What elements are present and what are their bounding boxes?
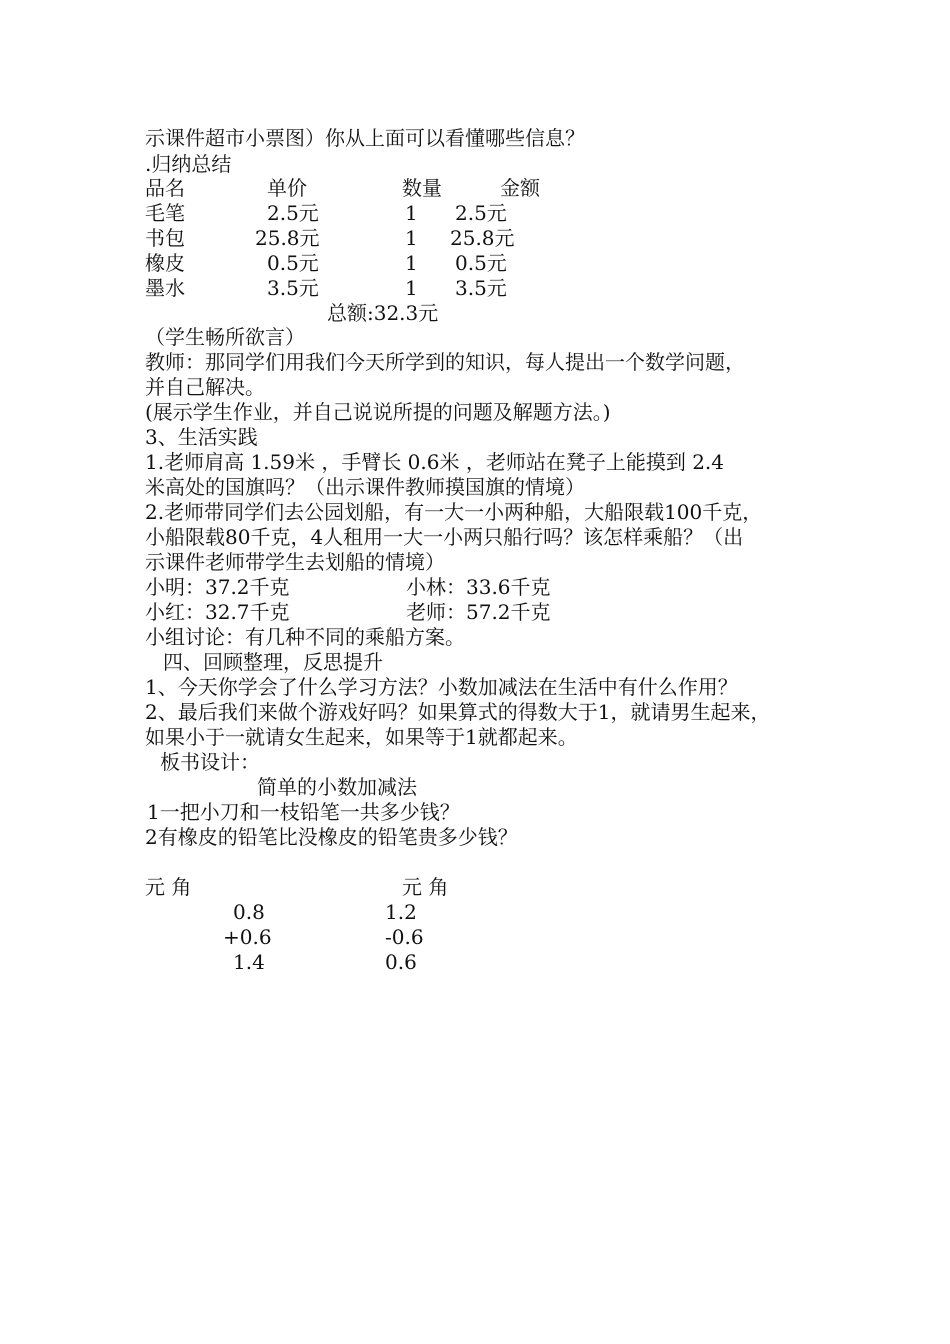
calc-left-header: 元 角 bbox=[145, 875, 192, 899]
cell-amount: 25.8元 bbox=[450, 226, 515, 250]
cell-price: 2.5元 bbox=[267, 201, 319, 225]
cell-qty: 1 bbox=[405, 201, 418, 225]
question-2-line-2: 小船限载80千克，4人租用一大一小两只船行吗？该怎样乘船？（出 bbox=[145, 525, 744, 549]
teacher-prompt-line-1: 教师：那同学们用我们今天所学到的知识，每人提出一个数学问题， bbox=[145, 350, 745, 374]
teacher-prompt-line-2: 并自己解决。 bbox=[145, 375, 265, 399]
cell-amount: 2.5元 bbox=[455, 201, 507, 225]
review-question-1: 1、今天你学会了什么学习方法？小数加减法在生活中有什么作用？ bbox=[145, 675, 738, 699]
cell-price: 3.5元 bbox=[267, 276, 319, 300]
calc-right-operand-1: 1.2 bbox=[385, 900, 417, 924]
board-question-1: 1一把小刀和一枝铅笔一共多少钱？ bbox=[147, 800, 460, 824]
cell-price: 25.8元 bbox=[255, 226, 320, 250]
question-2-line-3: 示课件老师带学生去划船的情境） bbox=[145, 550, 445, 574]
cell-amount: 3.5元 bbox=[455, 276, 507, 300]
review-question-2-line-2: 如果小于一就请女生起来，如果等于1就都起来。 bbox=[145, 725, 578, 749]
cell-name: 墨水 bbox=[145, 276, 185, 300]
summary-heading: .归纳总结 bbox=[145, 152, 232, 176]
weight-xiaolin: 小林：33.6千克 bbox=[406, 575, 551, 599]
calc-right-header: 元 角 bbox=[402, 875, 449, 899]
weight-teacher: 老师：57.2千克 bbox=[406, 600, 551, 624]
header-item: 品名 bbox=[145, 176, 185, 200]
question-1-line-1: 1.老师肩高 1.59米 ，手臂长 0.6米 ，老师站在凳子上能摸到 2.4 bbox=[145, 450, 725, 474]
cell-name: 毛笔 bbox=[145, 201, 185, 225]
cell-name: 书包 bbox=[145, 226, 185, 250]
board-title: 简单的小数加减法 bbox=[257, 775, 417, 799]
cell-qty: 1 bbox=[405, 226, 418, 250]
calc-left-result: 1.4 bbox=[233, 950, 265, 974]
board-question-2: 2有橡皮的铅笔比没橡皮的铅笔贵多少钱？ bbox=[145, 825, 518, 849]
cell-price: 0.5元 bbox=[267, 251, 319, 275]
question-2-line-1: 2.老师带同学们去公园划船，有一大一小两种船，大船限载100千克， bbox=[145, 500, 763, 524]
review-question-2-line-1: 2、最后我们来做个游戏好吗？如果算式的得数大于1，就请男生起来， bbox=[145, 700, 771, 724]
group-discussion: 小组讨论：有几种不同的乘船方案。 bbox=[145, 625, 465, 649]
weight-xiaoming: 小明：37.2千克 bbox=[145, 575, 290, 599]
show-work-note: (展示学生作业，并自己说说所提的问题及解题方法。) bbox=[145, 400, 611, 424]
cell-qty: 1 bbox=[405, 276, 418, 300]
header-price: 单价 bbox=[267, 176, 307, 200]
review-heading: 四、回顾整理，反思提升 bbox=[163, 650, 383, 674]
calc-right-operand-2: -0.6 bbox=[385, 925, 424, 949]
calc-right-result: 0.6 bbox=[385, 950, 417, 974]
board-design-label: 板书设计： bbox=[160, 750, 260, 774]
students-speak: （学生畅所欲言） bbox=[145, 325, 305, 349]
cell-qty: 1 bbox=[405, 251, 418, 275]
weight-xiaohong: 小红：32.7千克 bbox=[145, 600, 290, 624]
practice-heading: 3、生活实践 bbox=[145, 425, 258, 449]
receipt-total: 总额:32.3元 bbox=[327, 301, 439, 325]
calc-left-operand-1: 0.8 bbox=[233, 900, 265, 924]
cell-amount: 0.5元 bbox=[455, 251, 507, 275]
header-qty: 数量 bbox=[402, 176, 442, 200]
calc-left-operand-2: +0.6 bbox=[223, 925, 272, 949]
question-1-line-2: 米高处的国旗吗？（出示课件教师摸国旗的情境） bbox=[145, 475, 585, 499]
cell-name: 橡皮 bbox=[145, 251, 185, 275]
header-amount: 金额 bbox=[500, 176, 540, 200]
intro-line: 示课件超市小票图）你从上面可以看懂哪些信息？ bbox=[145, 126, 585, 150]
